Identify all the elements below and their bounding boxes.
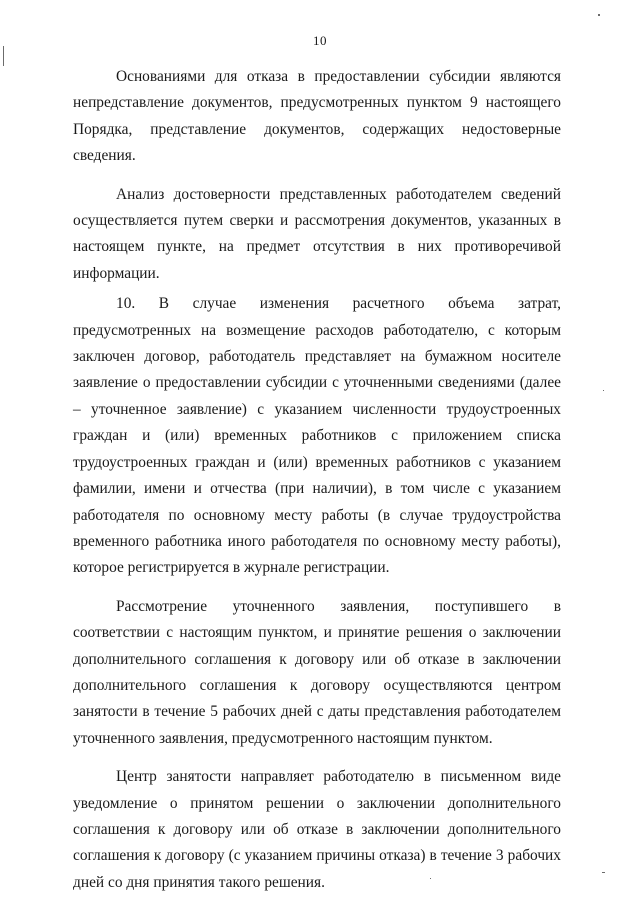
page-number: 10 <box>313 33 327 48</box>
scan-speck <box>602 872 605 873</box>
scan-edge-mark <box>3 46 4 66</box>
document-body <box>73 64 561 896</box>
paragraph-notification: Центр занятости направляет работодателю в письменном виде уведомление о принятом решении о заключении дополнительного соглашения к договору или об отказе в заключении дополнительного соглашения к договору (с указанием причины отказа) в течение 3 рабочих дней со дня принятия такого решения. <box>73 768 561 891</box>
paragraph-reliability-analysis: Анализ достоверности представленных работодателем сведений осуществляется путем сверки и рассмотрения документов, указанных в настоящем пункте, на предмет отсутствия в них противоречивой информации. <box>73 185 561 282</box>
paragraph-review-procedure: Рассмотрение уточненного заявления, поступившего в соответствии с настоящим пунктом, и принятие решения о заключении дополнительного соглашения к договору или об отказе в заключении дополнительного соглашения к договору осуществляются центром занятости в течение 5 рабочих дней с даты представления работодателем уточненного заявления, предусмотренного настоящим пунктом. <box>73 597 561 747</box>
scan-speck <box>430 878 431 879</box>
scan-speck <box>598 14 600 16</box>
scan-speck <box>603 390 604 391</box>
paragraph-clause-10: 10. В случае изменения расчетного объема затрат, предусмотренных на возмещение расходов работодателю, с которым заключен договор, работодатель представляет на бумажном носителе заявление о предоставлении субсидии с уточненными сведениями (далее – уточненное заявление) с указанием численности трудоустроенных граждан и (или) временных работников с приложением списка трудоустроенных граждан и (или) временных работников с указанием фамилии, имени и отчества (при наличии), в том числе с указанием работодателя по основному месту работы (в случае трудоустройства временного работника иного работодателя по основному месту работы), которое регистрируется в журнале регистрации. <box>73 295 561 577</box>
paragraph-refusal-grounds: Основаниями для отказа в предоставлении субсидии являются непредставление документов, предусмотренных пунктом 9 настоящего Порядка, представление документов, содержащих недостоверные сведения. <box>73 68 561 165</box>
